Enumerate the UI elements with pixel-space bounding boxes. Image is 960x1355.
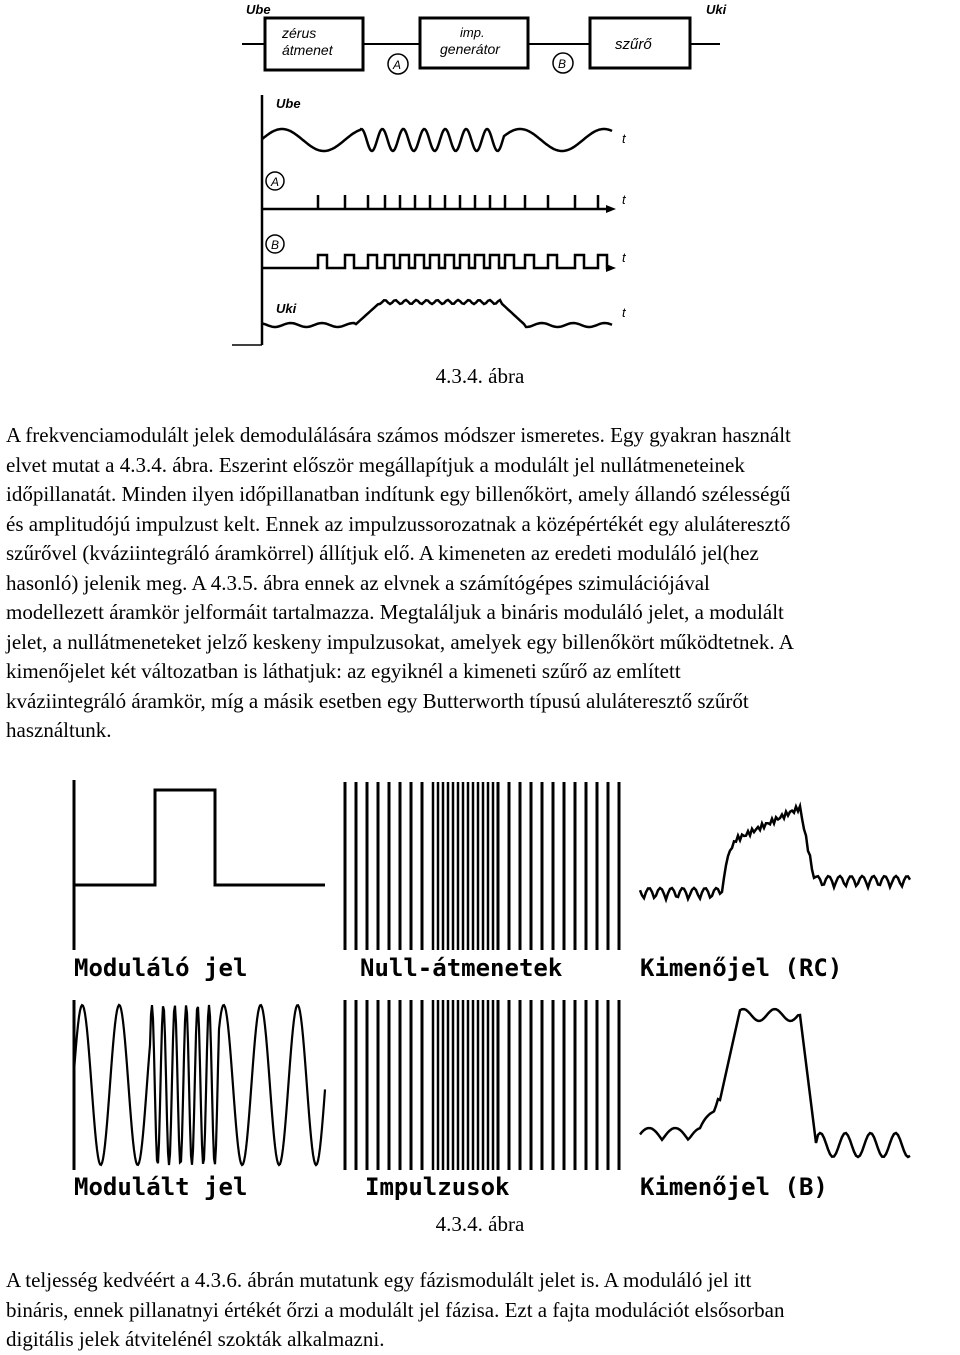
- figure2-caption: 4.3.4. ábra: [435, 1212, 525, 1236]
- t-label-2: t: [622, 192, 626, 207]
- trace-uki: [262, 300, 612, 327]
- text-line: kváziintegráló áramkör, míg a másik esetben egy Butterworth típusú aluláteresztő szűrőt: [6, 688, 749, 713]
- text-line: modellezett áramkör jelformáit tartalmazza. Megtaláljuk a bináris moduláló jelet, a modulált: [6, 600, 784, 624]
- text-line: jelet, a nullátmeneteket jelző keskeny impulzusokat, amelyek egy billenőkört működtetnek. A: [6, 629, 794, 654]
- trace-ube: [262, 129, 612, 151]
- panel2-label: Null-átmenetek: [360, 954, 563, 982]
- box1-label-line1: zérus: [282, 25, 317, 41]
- u-be-top-label: Ube: [246, 2, 271, 17]
- node-b-label: B: [558, 57, 567, 71]
- trace1-label: Ube: [276, 96, 301, 111]
- panel-pulses: [345, 1000, 619, 1170]
- box1-label-line2: átmenet: [282, 42, 333, 58]
- figure1-caption: 4.3.4. ábra: [435, 364, 525, 388]
- panel-modulated-signal: [74, 1005, 325, 1165]
- panel1-label: Moduláló jel: [74, 954, 248, 982]
- text-line: és amplitudójú impulzust kelt. Ennek az impulzussorozatnak a középértékét egy aluláteresztő: [6, 511, 791, 536]
- trace3-label: B: [271, 238, 280, 252]
- body-paragraph-1: [6, 421, 956, 746]
- panel-modulating-signal: [74, 790, 325, 885]
- panel6-label: Kimenőjel (B): [640, 1173, 828, 1201]
- trace4-label: Uki: [276, 301, 297, 316]
- text-line: hasonló) jelenik meg. A 4.3.5. ábra ennek az elvnek a számítógépes szimulációjával: [6, 570, 710, 595]
- text-line: A teljesség kedvéért a 4.3.6. ábrán mutatunk egy fázismodulált jelet is. A moduláló jel itt: [6, 1268, 752, 1292]
- trace2-label: A: [271, 175, 280, 189]
- panel5-label: Impulzusok: [365, 1173, 510, 1201]
- t-label-4: t: [622, 305, 626, 320]
- box2-label-line1: imp.: [460, 25, 485, 40]
- text-line: bináris, ennek pillanatnyi értékét őrzi a modulált jel fázisa. Ezt a fajta modulációt elsősorban: [6, 1297, 785, 1322]
- panel-output-butterworth: [640, 1009, 910, 1157]
- t-label-1: t: [622, 131, 626, 146]
- box3-label: szűrő: [615, 36, 652, 53]
- panel-zero-crossings: [345, 782, 619, 950]
- panel4-label: Modulált jel: [74, 1173, 248, 1201]
- trace-b: [262, 255, 610, 268]
- panel3-label: Kimenőjel (RC): [640, 954, 843, 982]
- panel-output-rc: [640, 806, 910, 900]
- text-line: A frekvenciamodulált jelek demodulálására számos módszer ismeretes. Egy gyakran használt: [6, 423, 791, 447]
- u-ki-top-label: Uki: [706, 2, 727, 17]
- text-line: elvet mutat a 4.3.4. ábra. Eszerint először megállapítjuk a modulált jel nullátmeneteinek: [6, 452, 745, 477]
- simulation-figure: [60, 770, 920, 1210]
- text-line: használtunk.: [6, 718, 112, 742]
- text-line: kimenőjelet két változatban is láthatjuk: az egyiknél a kimeneti szűrő az említett: [6, 659, 681, 683]
- body-paragraph-2: [6, 1266, 956, 1355]
- text-line: időpillanatát. Minden ilyen időpillanatban indítunk egy billenőkört, amely állandó szélességű: [6, 482, 791, 506]
- t-label-3: t: [622, 250, 626, 265]
- node-a-label: A: [393, 58, 402, 72]
- trace-a: [262, 195, 610, 209]
- text-line: szűrővel (kváziintegráló áramkörrel) állítjuk elő. A kimeneten az eredeti moduláló jel(hez: [6, 541, 759, 565]
- block-diagram-figure: [0, 0, 960, 355]
- text-line: digitális jelek átvitelénél szokták alkalmazni.: [6, 1327, 385, 1351]
- box2-label-line2: generátor: [440, 41, 500, 57]
